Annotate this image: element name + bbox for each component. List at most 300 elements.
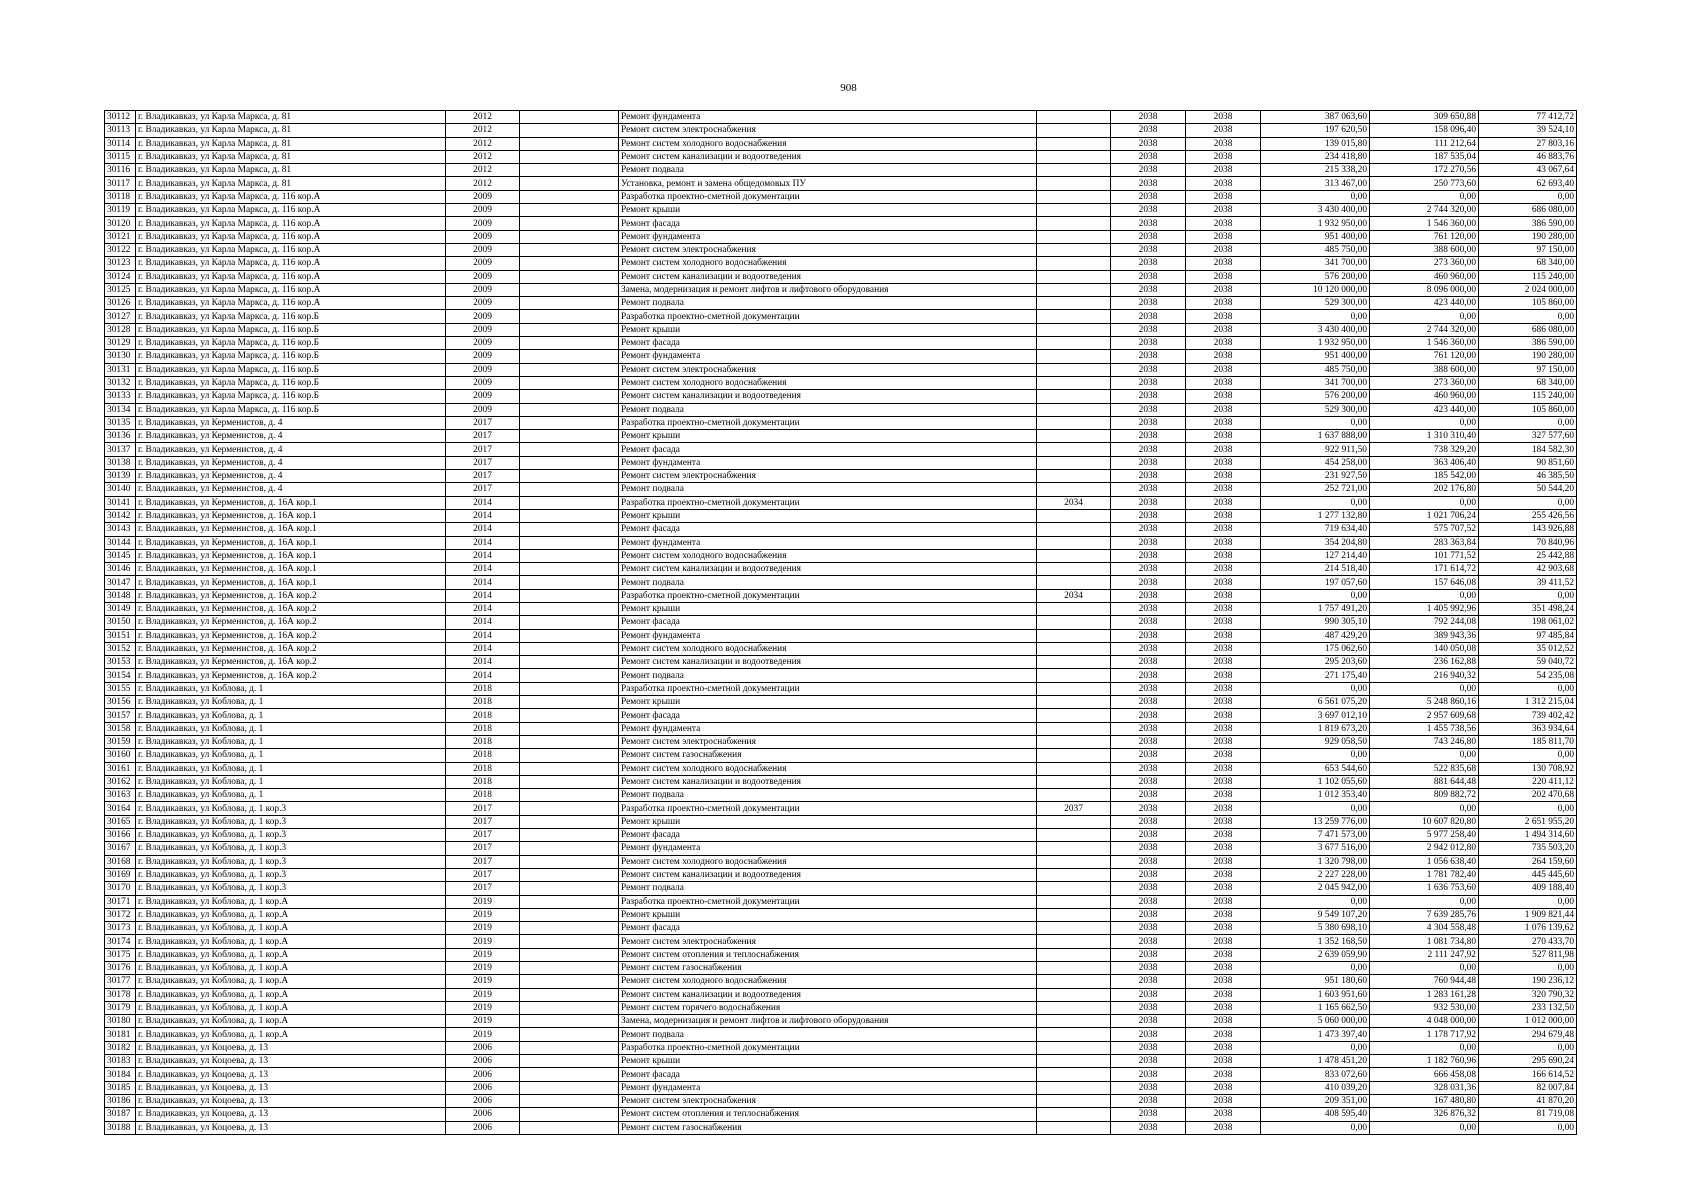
cell-fund: 273 360,00 [1370,257,1479,270]
cell-fund: 761 120,00 [1370,230,1479,243]
cell-period-to: 2038 [1186,922,1261,935]
cell-own: 255 426,56 [1479,509,1577,522]
cell-year: 2009 [446,310,520,323]
cell-own: 0,00 [1479,682,1577,695]
cell-work: Ремонт систем канализации и водоотведения [619,390,1037,403]
cell-blank [520,164,619,177]
cell-id: 30174 [105,935,136,948]
table-row [105,775,1577,788]
cell-id: 30185 [105,1081,136,1094]
cell-year: 2014 [446,589,520,602]
cell-year: 2009 [446,190,520,203]
cell-total: 576 200,00 [1261,270,1370,283]
cell-period-from: 2038 [1111,829,1186,842]
cell-period-from: 2038 [1111,962,1186,975]
cell-address: г. Владикавказ, ул Карла Маркса, д. 116 кор.Б [136,337,446,350]
table-row [105,1001,1577,1014]
cell-period-from: 2038 [1111,935,1186,948]
cell-work: Ремонт систем холодного водоснабжения [619,137,1037,150]
cell-period-from: 2038 [1111,456,1186,469]
cell-own: 105 860,00 [1479,403,1577,416]
cell-period-from: 2038 [1111,111,1186,124]
table-row [105,323,1577,336]
cell-plan [1037,337,1111,350]
cell-plan [1037,470,1111,483]
cell-id: 30120 [105,217,136,230]
cell-total: 2 227 228,00 [1261,868,1370,881]
table-row [105,416,1577,429]
cell-own: 445 445,60 [1479,868,1577,881]
cell-fund: 171 614,72 [1370,563,1479,576]
cell-address: г. Владикавказ, ул Коблова, д. 1 [136,789,446,802]
cell-period-to: 2038 [1186,257,1261,270]
cell-blank [520,390,619,403]
cell-id: 30146 [105,563,136,576]
cell-id: 30157 [105,709,136,722]
cell-year: 2017 [446,416,520,429]
cell-id: 30114 [105,137,136,150]
cell-period-from: 2038 [1111,709,1186,722]
cell-own: 42 903,68 [1479,563,1577,576]
cell-plan [1037,310,1111,323]
cell-address: г. Владикавказ, ул Коблова, д. 1 кор.А [136,895,446,908]
cell-total: 0,00 [1261,190,1370,203]
cell-id: 30178 [105,988,136,1001]
cell-plan [1037,430,1111,443]
cell-own: 0,00 [1479,190,1577,203]
cell-address: г. Владикавказ, ул Карла Маркса, д. 81 [136,177,446,190]
cell-plan [1037,1055,1111,1068]
cell-year: 2017 [446,470,520,483]
cell-id: 30134 [105,403,136,416]
cell-period-to: 2038 [1186,988,1261,1001]
cell-work: Ремонт фундамента [619,722,1037,735]
table-row [105,895,1577,908]
cell-blank [520,749,619,762]
table-row [105,204,1577,217]
cell-period-to: 2038 [1186,483,1261,496]
cell-work: Ремонт фасада [619,523,1037,536]
table-row [105,682,1577,695]
cell-period-from: 2038 [1111,1001,1186,1014]
cell-work: Ремонт систем отопления и теплоснабжения [619,948,1037,961]
cell-work: Установка, ремонт и замена общедомовых ПУ [619,177,1037,190]
cell-year: 2014 [446,536,520,549]
table-row [105,855,1577,868]
cell-total: 1 819 673,20 [1261,722,1370,735]
cell-own: 0,00 [1479,310,1577,323]
cell-fund: 1 178 717,92 [1370,1028,1479,1041]
cell-total: 295 203,60 [1261,656,1370,669]
cell-period-to: 2038 [1186,576,1261,589]
cell-id: 30116 [105,164,136,177]
cell-address: г. Владикавказ, ул Коблова, д. 1 [136,775,446,788]
cell-plan [1037,1081,1111,1094]
cell-address: г. Владикавказ, ул Карла Маркса, д. 116 кор.А [136,257,446,270]
cell-period-to: 2038 [1186,283,1261,296]
table-row [105,629,1577,642]
cell-total: 529 300,00 [1261,403,1370,416]
cell-plan [1037,283,1111,296]
cell-period-to: 2038 [1186,509,1261,522]
cell-plan [1037,988,1111,1001]
cell-fund: 4 048 000,00 [1370,1015,1479,1028]
cell-total: 0,00 [1261,1121,1370,1134]
cell-blank [520,563,619,576]
cell-total: 9 549 107,20 [1261,908,1370,921]
cell-work: Ремонт систем электроснабжения [619,735,1037,748]
cell-fund: 167 480,80 [1370,1094,1479,1107]
cell-period-from: 2038 [1111,337,1186,350]
cell-work: Разработка проектно-сметной документации [619,310,1037,323]
cell-blank [520,735,619,748]
cell-id: 30181 [105,1028,136,1041]
cell-fund: 273 360,00 [1370,376,1479,389]
cell-year: 2009 [446,283,520,296]
cell-work: Ремонт систем канализации и водоотведения [619,775,1037,788]
cell-blank [520,430,619,443]
cell-work: Ремонт систем газоснабжения [619,1121,1037,1134]
cell-address: г. Владикавказ, ул Коблова, д. 1 кор.А [136,922,446,935]
cell-fund: 4 304 558,48 [1370,922,1479,935]
cell-total: 0,00 [1261,895,1370,908]
cell-own: 0,00 [1479,1041,1577,1054]
cell-year: 2018 [446,722,520,735]
cell-own: 54 235,08 [1479,669,1577,682]
cell-blank [520,696,619,709]
cell-plan [1037,1001,1111,1014]
cell-id: 30187 [105,1108,136,1121]
cell-blank [520,775,619,788]
cell-year: 2017 [446,456,520,469]
cell-fund: 932 530,00 [1370,1001,1479,1014]
cell-year: 2009 [446,230,520,243]
cell-fund: 1 310 310,40 [1370,430,1479,443]
table-row [105,124,1577,137]
cell-id: 30177 [105,975,136,988]
cell-plan [1037,523,1111,536]
cell-own: 190 280,00 [1479,230,1577,243]
cell-blank [520,190,619,203]
cell-work: Ремонт фундамента [619,536,1037,549]
cell-period-from: 2038 [1111,1015,1186,1028]
cell-plan [1037,1068,1111,1081]
cell-plan [1037,257,1111,270]
cell-plan [1037,243,1111,256]
cell-blank [520,616,619,629]
cell-period-from: 2038 [1111,523,1186,536]
cell-id: 30171 [105,895,136,908]
cell-address: г. Владикавказ, ул Коблова, д. 1 кор.3 [136,868,446,881]
cell-period-to: 2038 [1186,815,1261,828]
cell-work: Ремонт систем канализации и водоотведения [619,656,1037,669]
table-row [105,935,1577,948]
cell-period-to: 2038 [1186,682,1261,695]
cell-total: 387 063,60 [1261,111,1370,124]
cell-total: 341 700,00 [1261,257,1370,270]
table-row [105,988,1577,1001]
cell-blank [520,855,619,868]
cell-own: 270 433,70 [1479,935,1577,948]
cell-address: г. Владикавказ, ул Коблова, д. 1 кор.3 [136,829,446,842]
cell-total: 354 204,80 [1261,536,1370,549]
cell-period-to: 2038 [1186,337,1261,350]
table-row [105,1015,1577,1028]
cell-address: г. Владикавказ, ул Карла Маркса, д. 116 кор.А [136,204,446,217]
cell-blank [520,908,619,921]
cell-work: Ремонт крыши [619,430,1037,443]
cell-plan [1037,868,1111,881]
cell-own: 1 909 821,44 [1479,908,1577,921]
cell-period-from: 2038 [1111,576,1186,589]
cell-year: 2009 [446,257,520,270]
cell-work: Ремонт фасада [619,829,1037,842]
cell-period-from: 2038 [1111,443,1186,456]
cell-total: 653 544,60 [1261,762,1370,775]
cell-year: 2006 [446,1055,520,1068]
cell-id: 30148 [105,589,136,602]
cell-year: 2018 [446,789,520,802]
cell-own: 97 150,00 [1479,363,1577,376]
cell-period-to: 2038 [1186,230,1261,243]
cell-id: 30117 [105,177,136,190]
cell-work: Ремонт систем холодного водоснабжения [619,376,1037,389]
cell-total: 1 603 951,60 [1261,988,1370,1001]
cell-period-from: 2038 [1111,496,1186,509]
cell-blank [520,962,619,975]
cell-period-from: 2038 [1111,150,1186,163]
cell-blank [520,204,619,217]
cell-blank [520,1041,619,1054]
cell-year: 2019 [446,962,520,975]
cell-blank [520,1028,619,1041]
table-row [105,150,1577,163]
cell-period-from: 2038 [1111,416,1186,429]
cell-fund: 283 363,84 [1370,536,1479,549]
cell-work: Ремонт подвала [619,297,1037,310]
cell-id: 30183 [105,1055,136,1068]
cell-fund: 140 050,08 [1370,642,1479,655]
table-row [105,789,1577,802]
cell-total: 313 467,00 [1261,177,1370,190]
cell-total: 485 750,00 [1261,363,1370,376]
cell-year: 2009 [446,217,520,230]
table-row [105,243,1577,256]
cell-year: 2012 [446,150,520,163]
cell-address: г. Владикавказ, ул Коблова, д. 1 [136,722,446,735]
cell-period-from: 2038 [1111,669,1186,682]
cell-own: 735 503,20 [1479,842,1577,855]
table-row [105,722,1577,735]
cell-blank [520,988,619,1001]
cell-id: 30112 [105,111,136,124]
cell-address: г. Владикавказ, ул Коблова, д. 1 [136,709,446,722]
cell-address: г. Владикавказ, ул Коцоева, д. 13 [136,1094,446,1107]
cell-period-from: 2038 [1111,855,1186,868]
cell-plan [1037,829,1111,842]
cell-address: г. Владикавказ, ул Керменистов, д. 16А кор.1 [136,496,446,509]
cell-plan [1037,416,1111,429]
cell-address: г. Владикавказ, ул Коблова, д. 1 [136,749,446,762]
cell-address: г. Владикавказ, ул Карла Маркса, д. 116 кор.А [136,190,446,203]
cell-blank [520,283,619,296]
cell-blank [520,310,619,323]
cell-plan [1037,642,1111,655]
cell-fund: 761 120,00 [1370,350,1479,363]
cell-period-to: 2038 [1186,1041,1261,1054]
cell-year: 2019 [446,975,520,988]
cell-period-from: 2038 [1111,270,1186,283]
cell-year: 2018 [446,762,520,775]
cell-year: 2017 [446,855,520,868]
cell-work: Ремонт систем газоснабжения [619,962,1037,975]
cell-plan [1037,297,1111,310]
cell-period-from: 2038 [1111,868,1186,881]
cell-plan [1037,576,1111,589]
cell-address: г. Владикавказ, ул Коблова, д. 1 кор.3 [136,802,446,815]
cell-address: г. Владикавказ, ул Коблова, д. 1 кор.3 [136,842,446,855]
cell-total: 1 320 798,00 [1261,855,1370,868]
cell-own: 0,00 [1479,496,1577,509]
cell-fund: 1 781 782,40 [1370,868,1479,881]
cell-fund: 10 607 820,80 [1370,815,1479,828]
cell-own: 264 159,60 [1479,855,1577,868]
cell-period-from: 2038 [1111,483,1186,496]
cell-blank [520,576,619,589]
table-row [105,1121,1577,1134]
cell-own: 295 690,24 [1479,1055,1577,1068]
cell-work: Ремонт систем электроснабжения [619,363,1037,376]
cell-year: 2009 [446,403,520,416]
cell-fund: 1 056 638,40 [1370,855,1479,868]
cell-own: 97 150,00 [1479,243,1577,256]
cell-work: Ремонт систем электроснабжения [619,1094,1037,1107]
cell-own: 386 590,00 [1479,217,1577,230]
cell-period-to: 2038 [1186,204,1261,217]
cell-fund: 2 744 320,00 [1370,204,1479,217]
table-row [105,602,1577,615]
cell-own: 1 012 000,00 [1479,1015,1577,1028]
cell-plan [1037,602,1111,615]
cell-plan [1037,682,1111,695]
cell-period-to: 2038 [1186,616,1261,629]
cell-blank [520,656,619,669]
cell-fund: 2 942 012,80 [1370,842,1479,855]
cell-address: г. Владикавказ, ул Керменистов, д. 16А кор.1 [136,536,446,549]
cell-year: 2018 [446,749,520,762]
table-row [105,829,1577,842]
cell-period-to: 2038 [1186,1015,1261,1028]
cell-fund: 309 650,88 [1370,111,1479,124]
table-row [105,111,1577,124]
cell-id: 30149 [105,602,136,615]
cell-address: г. Владикавказ, ул Карла Маркса, д. 81 [136,124,446,137]
cell-own: 115 240,00 [1479,390,1577,403]
cell-work: Ремонт крыши [619,1055,1037,1068]
cell-id: 30186 [105,1094,136,1107]
cell-blank [520,376,619,389]
cell-period-to: 2038 [1186,243,1261,256]
cell-total: 454 258,00 [1261,456,1370,469]
cell-blank [520,895,619,908]
cell-year: 2017 [446,882,520,895]
cell-fund: 5 248 860,16 [1370,696,1479,709]
cell-plan [1037,696,1111,709]
cell-address: г. Владикавказ, ул Коблова, д. 1 кор.А [136,988,446,1001]
cell-id: 30133 [105,390,136,403]
cell-period-from: 2038 [1111,802,1186,815]
cell-year: 2012 [446,164,520,177]
cell-period-from: 2038 [1111,536,1186,549]
cell-fund: 202 176,80 [1370,483,1479,496]
cell-address: г. Владикавказ, ул Керменистов, д. 16А кор.2 [136,642,446,655]
cell-period-from: 2038 [1111,775,1186,788]
cell-blank [520,1055,619,1068]
table-row [105,496,1577,509]
cell-period-from: 2038 [1111,310,1186,323]
cell-period-from: 2038 [1111,430,1186,443]
table-row [105,868,1577,881]
cell-work: Ремонт систем канализации и водоотведения [619,270,1037,283]
cell-id: 30137 [105,443,136,456]
cell-fund: 0,00 [1370,416,1479,429]
cell-period-from: 2038 [1111,403,1186,416]
cell-year: 2006 [446,1094,520,1107]
cell-period-from: 2038 [1111,656,1186,669]
cell-period-from: 2038 [1111,735,1186,748]
cell-work: Разработка проектно-сметной документации [619,496,1037,509]
cell-address: г. Владикавказ, ул Коблова, д. 1 кор.3 [136,855,446,868]
cell-period-to: 2038 [1186,775,1261,788]
cell-period-to: 2038 [1186,656,1261,669]
table-row [105,842,1577,855]
cell-fund: 326 876,32 [1370,1108,1479,1121]
cell-year: 2014 [446,523,520,536]
cell-period-to: 2038 [1186,217,1261,230]
cell-period-from: 2038 [1111,815,1186,828]
cell-period-to: 2038 [1186,443,1261,456]
cell-blank [520,536,619,549]
cell-own: 363 934,64 [1479,722,1577,735]
cell-period-to: 2038 [1186,642,1261,655]
cell-id: 30173 [105,922,136,935]
cell-period-from: 2038 [1111,1121,1186,1134]
cell-total: 719 634,40 [1261,523,1370,536]
cell-period-from: 2038 [1111,749,1186,762]
cell-year: 2009 [446,297,520,310]
cell-total: 341 700,00 [1261,376,1370,389]
cell-period-to: 2038 [1186,1028,1261,1041]
table-row [105,523,1577,536]
table-row [105,1081,1577,1094]
cell-plan [1037,177,1111,190]
cell-fund: 216 940,32 [1370,669,1479,682]
cell-fund: 0,00 [1370,749,1479,762]
cell-period-to: 2038 [1186,111,1261,124]
cell-blank [520,589,619,602]
cell-fund: 792 244,08 [1370,616,1479,629]
cell-total: 7 471 573,00 [1261,829,1370,842]
cell-period-from: 2038 [1111,1081,1186,1094]
cell-total: 197 620,50 [1261,124,1370,137]
table-row [105,762,1577,775]
table-row [105,563,1577,576]
cell-period-from: 2038 [1111,602,1186,615]
cell-work: Разработка проектно-сметной документации [619,589,1037,602]
cell-total: 529 300,00 [1261,297,1370,310]
cell-work: Ремонт фасада [619,922,1037,935]
cell-own: 2 651 955,20 [1479,815,1577,828]
